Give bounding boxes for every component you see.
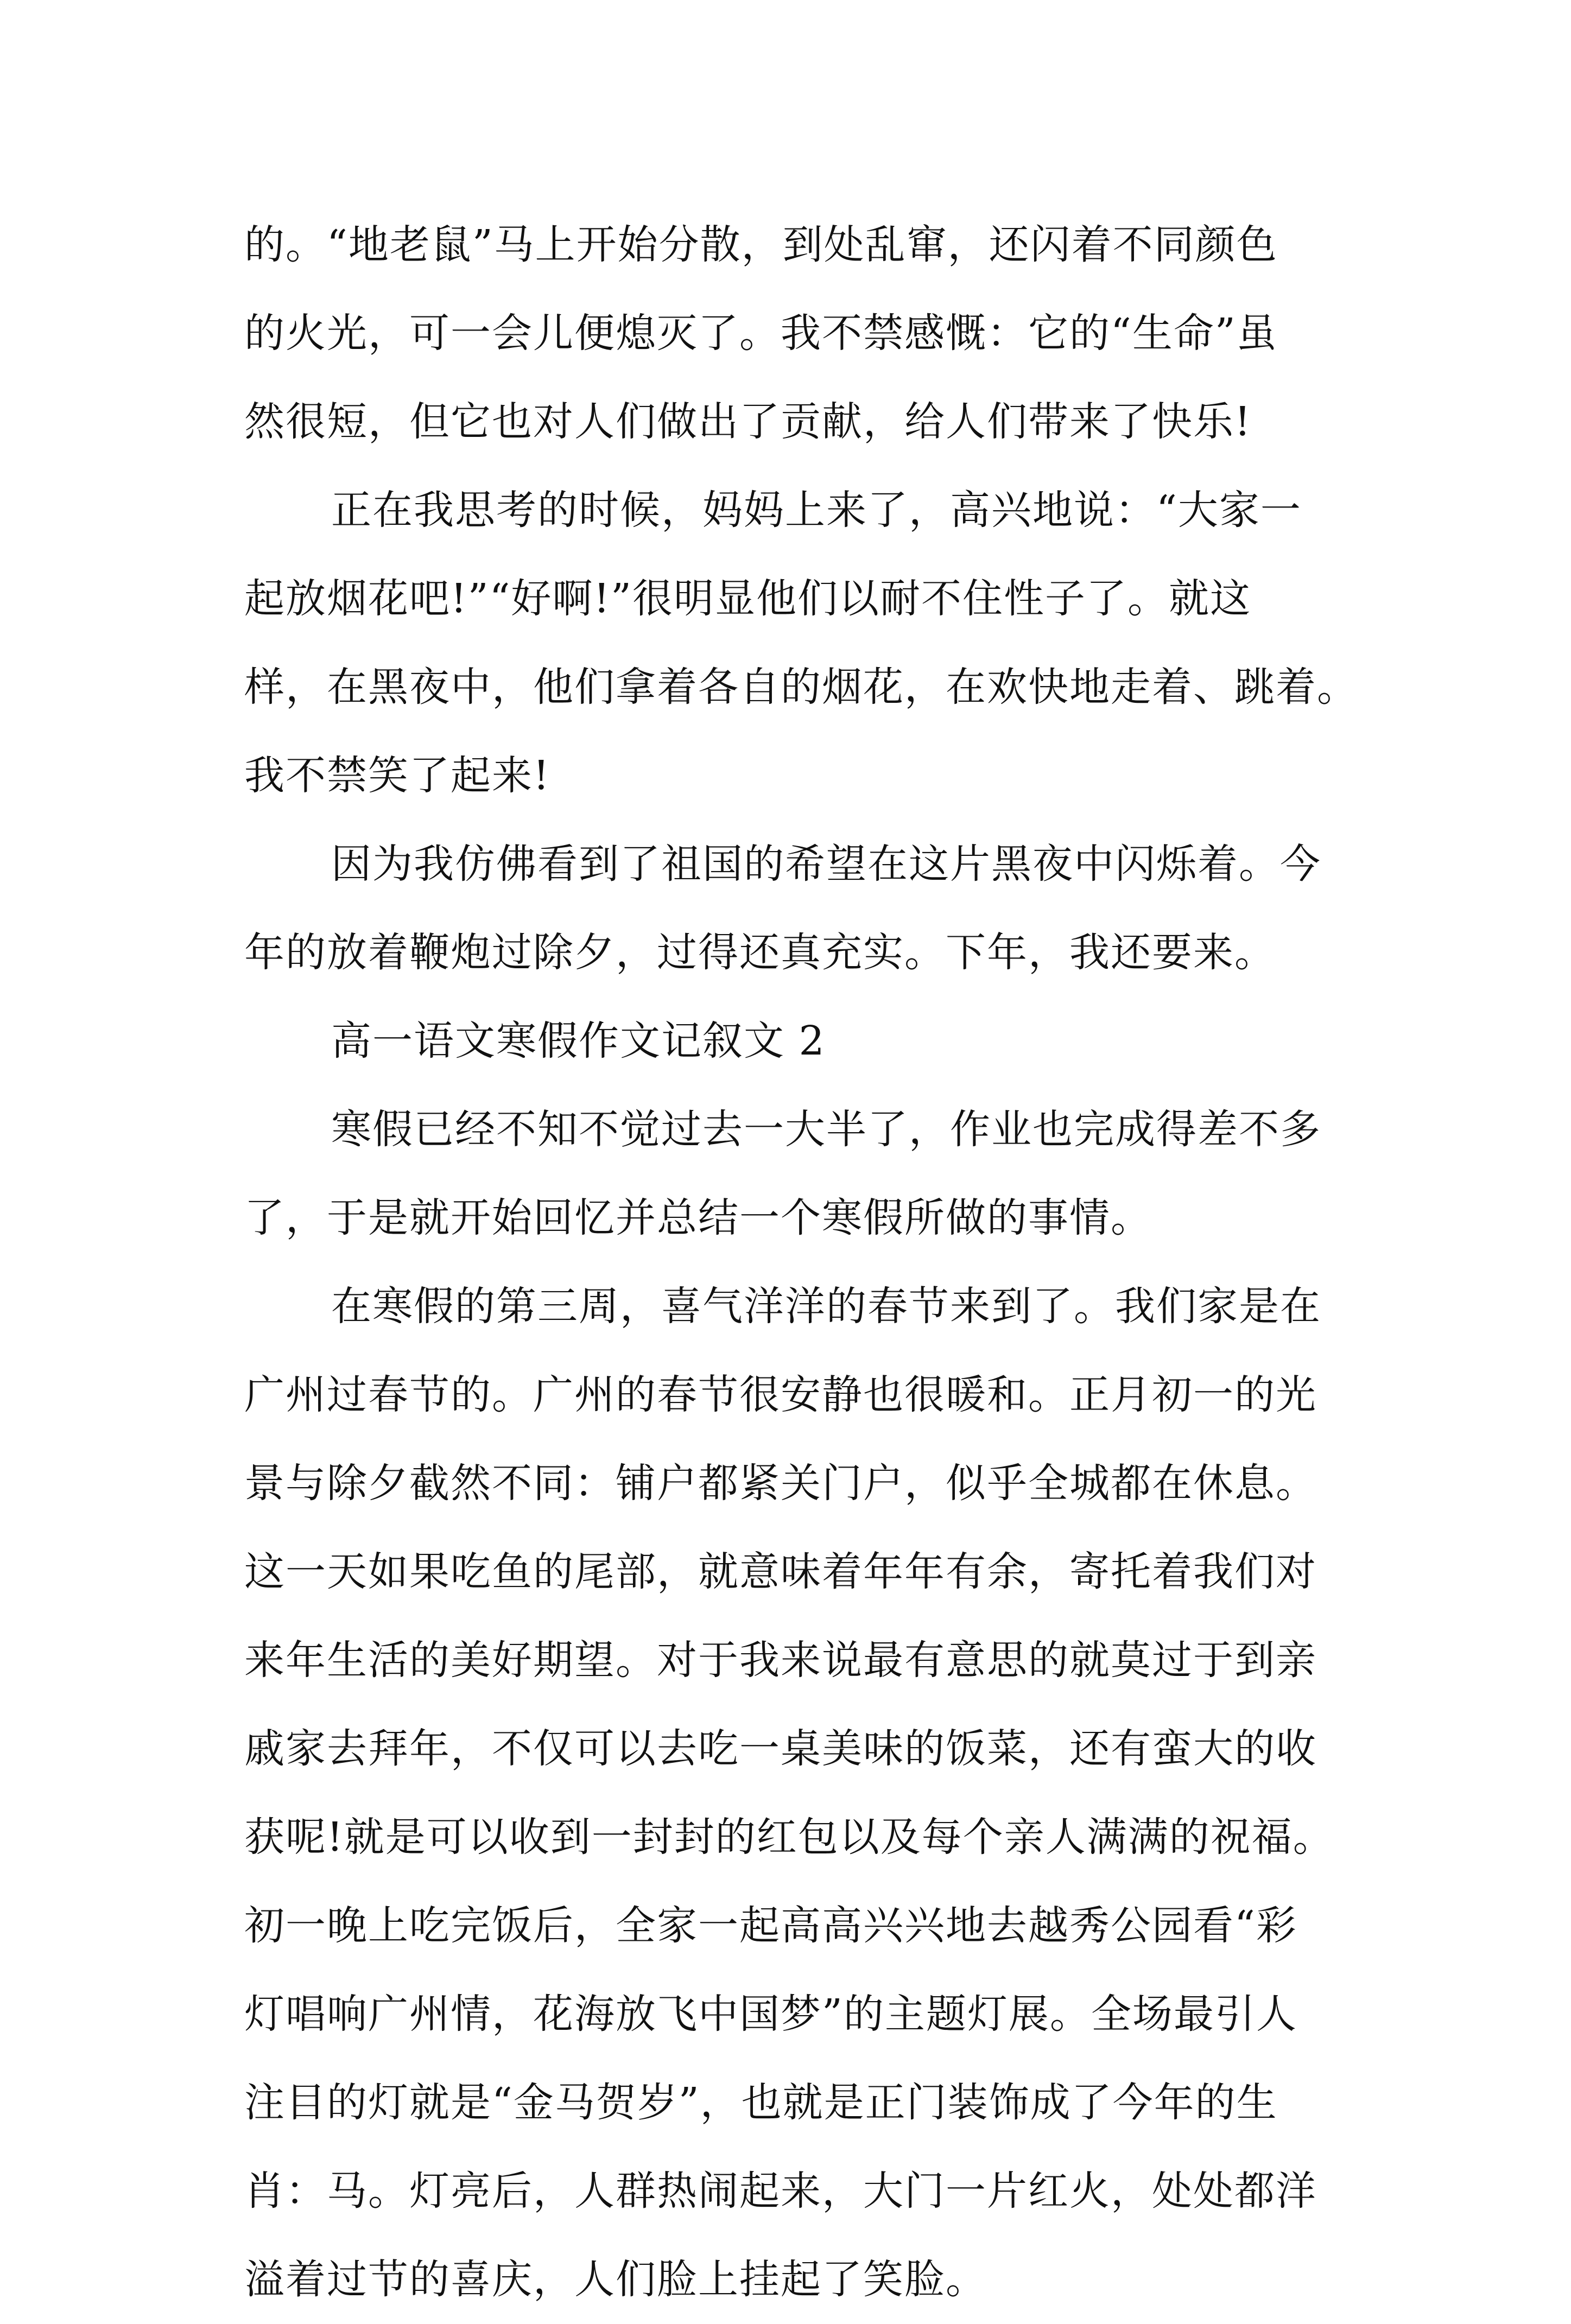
text-line: 来年生活的美好期望。对于我来说最有意思的就莫过于到亲: [244, 1637, 1317, 1684]
text-line: 获呢!就是可以收到一封封的红包以及每个亲人满满的祝福。: [244, 1814, 1334, 1861]
text-line: 我不禁笑了起来!: [244, 752, 550, 799]
text-line: 然很短，但它也对人们做出了贡献，给人们带来了快乐!: [244, 398, 1252, 445]
text-line: 这一天如果吃鱼的尾部，就意味着年年有余，寄托着我们对: [244, 1548, 1317, 1595]
text-line: 在寒假的第三周，喜气洋洋的春节来到了。我们家是在: [331, 1283, 1321, 1330]
text-line: 高一语文寒假作文记叙文 2: [331, 1018, 826, 1064]
text-line: 起放烟花吧!”“好啊!”很明显他们以耐不住性子了。就这: [244, 575, 1251, 622]
text-line: 初一晚上吃完饭后，全家一起高高兴兴地去越秀公园看“彩: [244, 1902, 1297, 1949]
text-line: 景与除夕截然不同：铺户都紧关门户，似乎全城都在休息。: [244, 1460, 1317, 1507]
text-line: 的火光，可一会儿便熄灭了。我不禁感慨：它的“生命”虽: [244, 310, 1278, 357]
text-line: 灯唱响广州情，花海放飞中国梦”的主题灯展。全场最引人: [244, 1991, 1297, 2037]
text-line: 因为我仿佛看到了祖国的希望在这片黑夜中闪烁着。今: [331, 841, 1321, 887]
text-line: 寒假已经不知不觉过去一大半了，作业也完成得差不多: [331, 1106, 1321, 1153]
text-line: 溢着过节的喜庆，人们脸上挂起了笑脸。: [244, 2256, 987, 2303]
document-body: [244, 201, 1358, 2324]
text-line: 了，于是就开始回忆并总结一个寒假所做的事情。: [244, 1195, 1152, 1241]
text-line: 样，在黑夜中，他们拿着各自的烟花，在欢快地走着、跳着。: [244, 664, 1358, 710]
text-line: 的。“地老鼠”马上开始分散，到处乱窜，还闪着不同颜色: [244, 221, 1278, 268]
text-line: 年的放着鞭炮过除夕，过得还真充实。下年，我还要来。: [244, 929, 1276, 976]
text-line: 正在我思考的时候，妈妈上来了，高兴地说：“大家一: [331, 487, 1302, 534]
text-line: 广州过春节的。广州的春节很安静也很暖和。正月初一的光: [244, 1371, 1317, 1418]
text-line: 戚家去拜年，不仅可以去吃一桌美味的饭菜，还有蛮大的收: [244, 1725, 1317, 1772]
text-line: 肖：马。灯亮后，人群热闹起来，大门一片红火，处处都洋: [244, 2168, 1317, 2214]
text-line: 注目的灯就是“金马贺岁”，也就是正门装饰成了今年的生: [244, 2079, 1278, 2126]
